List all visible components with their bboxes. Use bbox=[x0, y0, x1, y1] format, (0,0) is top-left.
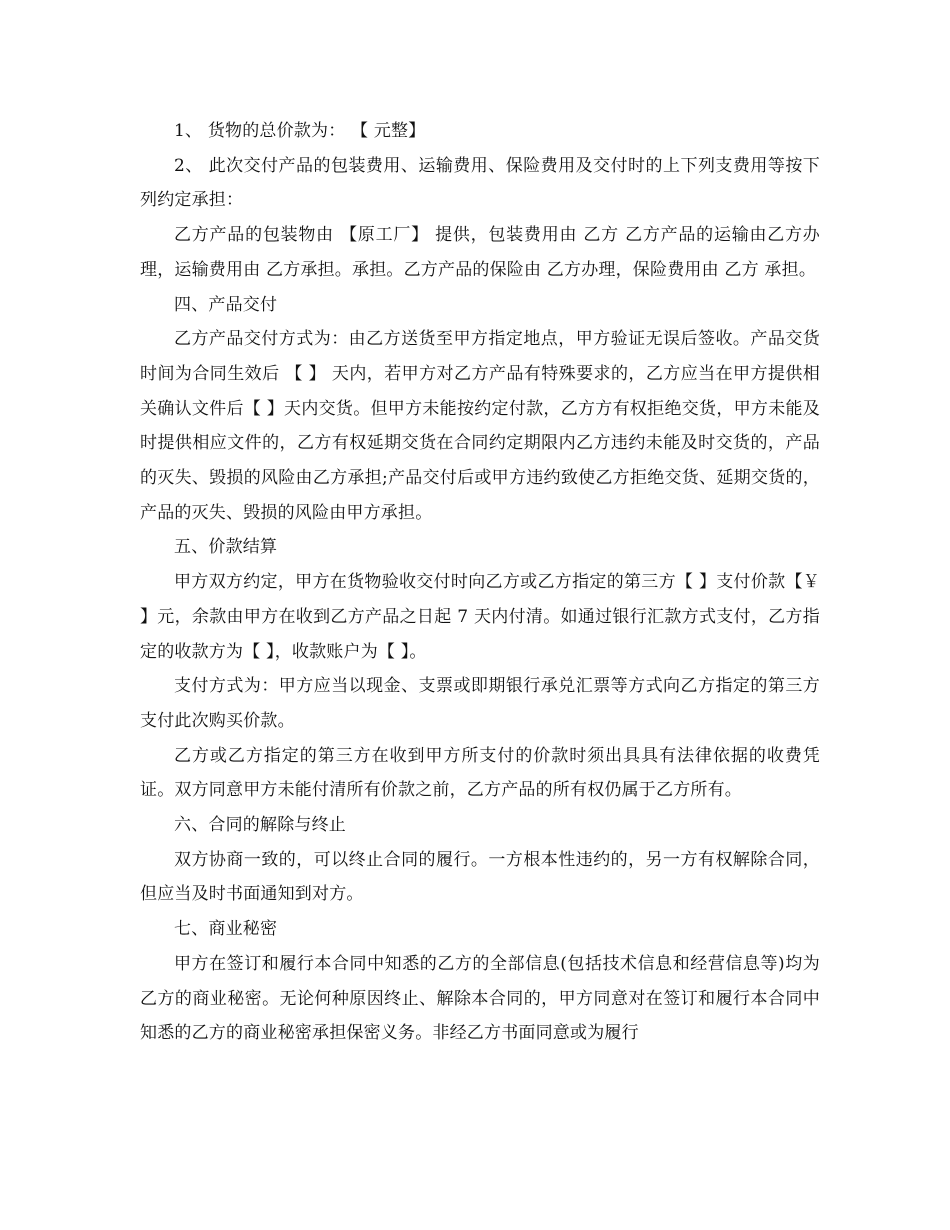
clause-fees-allocation: 2、 此次交付产品的包装费用、运输费用、保险费用及交付时的上下列支费用等按下列约定承担： bbox=[140, 155, 820, 211]
document-body bbox=[140, 114, 820, 1051]
clause-receipt-ownership: 乙方或乙方指定的第三方在收到甲方所支付的价款时须出具具有法律依据的收费凭证。双方同意甲方未能付清所有价款之前，乙方产品的所有权仍属于乙方所有。 bbox=[140, 745, 820, 801]
clause-delivery-terms: 乙方产品交付方式为：由乙方送货至甲方指定地点，甲方验证无误后签收。产品交货时间为合同生效后 【 】 天内，若甲方对乙方产品有特殊要求的，乙方应当在甲方提供相关确认文件后【 】天内交货。但甲方未能按约定付款，乙方方有权拒绝交货，甲方未能及时提供相应文件的，乙方有权延期交货在合同约定期限内乙方违约未能及时交货的，产品的灭失、毁损的风险由乙方承担;产品交付后或甲方违约致使乙方拒绝交货、延期交货的，产品的灭失、毁损的风险由甲方承担。 bbox=[140, 329, 820, 523]
section-heading-termination: 六、合同的解除与终止 bbox=[174, 815, 346, 836]
section-heading-delivery: 四、产品交付 bbox=[174, 294, 278, 315]
section-heading-trade-secrets: 七、商业秘密 bbox=[174, 919, 278, 940]
section-heading-payment: 五、价款结算 bbox=[174, 537, 278, 558]
clause-packaging-transport-insurance: 乙方产品的包装物由 【原工厂】 提供，包装费用由 乙方 乙方产品的运输由乙方办理，运输费用由 乙方承担。承担。乙方产品的保险由 乙方办理，保险费用由 乙方 承担。 bbox=[140, 225, 820, 280]
clause-payment-agreement: 甲方双方约定，甲方在货物验收交付时向乙方或乙方指定的第三方【 】支付价款【￥ 】元，余款由甲方在收到乙方产品之日起 7 天内付清。如通过银行汇款方式支付，乙方指定的收款方为【 】，收款账户为【 】。 bbox=[140, 572, 820, 662]
clause-trade-secrets: 甲方在签订和履行本合同中知悉的乙方的全部信息(包括技术信息和经营信息等)均为乙方的商业秘密。无论何种原因终止、解除本合同的，甲方同意对在签订和履行本合同中知悉的乙方的商业秘密承担保密义务。非经乙方书面同意或为履行 bbox=[140, 953, 820, 1044]
clause-termination: 双方协商一致的，可以终止合同的履行。一方根本性违约的，另一方有权解除合同，但应当及时书面通知到对方。 bbox=[140, 849, 820, 905]
clause-payment-method: 支付方式为：甲方应当以现金、支票或即期银行承兑汇票等方式向乙方指定的第三方支付此次购买价款。 bbox=[140, 676, 820, 731]
clause-total-price: 1、 货物的总价款为： 【 元整】 bbox=[174, 121, 426, 141]
